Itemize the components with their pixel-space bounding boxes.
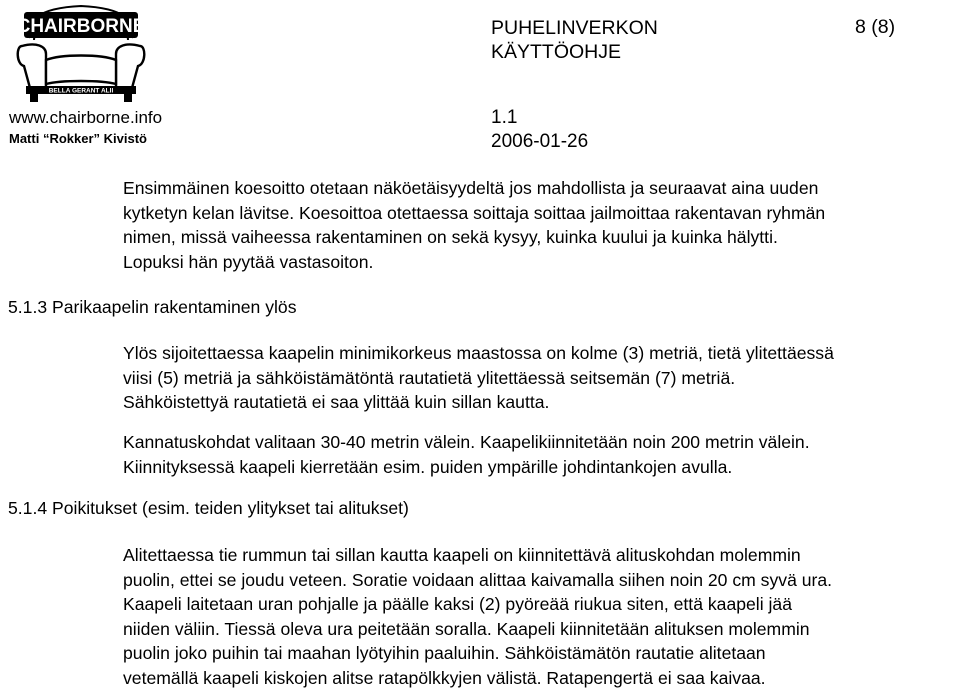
paragraph-line: Kannatuskohdat valitaan 30-40 metrin välein. Kaapelikiinnitetään noin 200 metrin välein. <box>123 430 810 455</box>
paragraph-line: kytketyn kelan lävitse. Koesoittoa otettaessa soittaja soittaa jailmoittaa rakentavan ryhmän <box>123 201 825 226</box>
paragraph-line: Sähköistettyä rautatietä ei saa ylittää kuin sillan kautta. <box>123 390 834 415</box>
page-number: 8 (8) <box>855 16 895 39</box>
section-5-1-3-paragraph-2 <box>123 430 810 479</box>
intro-paragraph <box>123 176 825 274</box>
paragraph-line: Ensimmäinen koesoitto otetaan näköetäisyydeltä jos mahdollista ja seuraavat aina uuden <box>123 176 825 201</box>
paragraph-line: Kaapeli laitetaan uran pohjalle ja päälle kaksi (2) pyöreää riukua siten, että kaapeli jää <box>123 592 832 617</box>
author-name: Matti “Rokker” Kivistö <box>9 131 147 146</box>
paragraph-line: Lopuksi hän pyytää vastasoiton. <box>123 250 825 275</box>
paragraph-line: puolin joko puihin tai maahan lyötyihin paaluihin. Sähköistämätön rautatie alitetaan <box>123 641 832 666</box>
website-url: www.chairborne.info <box>9 108 162 128</box>
chairborne-logo <box>16 0 146 104</box>
logo-wordmark: CHAIRBORNE <box>17 16 146 37</box>
paragraph-line: niiden väliin. Tiessä oleva ura peitetään soralla. Kaapeli kiinnitetään alituksen molemmin <box>123 617 832 642</box>
paragraph-line: Kiinnityksessä kaapeli kierretään esim. puiden ympärille johdintankojen avulla. <box>123 455 810 480</box>
section-heading-5-1-4: 5.1.4 Poikitukset (esim. teiden ylitykset tai alitukset) <box>8 498 409 519</box>
svg-text:BELLA GERANT ALII: BELLA GERANT ALII <box>49 88 114 95</box>
paragraph-line: puolin, ettei se joudu veteen. Soratie voidaan alittaa kaivamalla siihen noin 20 cm syvä ura. <box>123 568 832 593</box>
paragraph-line: nimen, missä vaiheessa rakentaminen on sekä kysyy, kuinka kuului ja kuinka hälytti. <box>123 225 825 250</box>
paragraph-line: Alitettaessa tie rummun tai sillan kautta kaapeli on kiinnitettävä alituskohdan molemmin <box>123 543 832 568</box>
section-5-1-3-paragraph-1 <box>123 341 834 415</box>
document-title-line-2: KÄYTTÖOHJE <box>491 40 658 64</box>
paragraph-line: Ylös sijoitettaessa kaapelin minimikorkeus maastossa on kolme (3) metriä, tietä ylitettäessä <box>123 341 834 366</box>
paragraph-line: vetemällä kaapeli kiskojen alitse ratapölkkyjen välistä. Ratapengertä ei saa kaivaa. <box>123 666 832 690</box>
section-heading-5-1-3: 5.1.3 Parikaapelin rakentaminen ylös <box>8 297 297 318</box>
document-title <box>491 16 658 64</box>
paragraph-line: viisi (5) metriä ja sähköistämätöntä rautatietä ylitettäessä seitsemän (7) metriä. <box>123 366 834 391</box>
document-date: 2006-01-26 <box>491 131 588 153</box>
document-title-line-1: PUHELINVERKON <box>491 16 658 40</box>
section-5-1-4-paragraph <box>123 543 832 690</box>
document-version: 1.1 <box>491 107 517 129</box>
